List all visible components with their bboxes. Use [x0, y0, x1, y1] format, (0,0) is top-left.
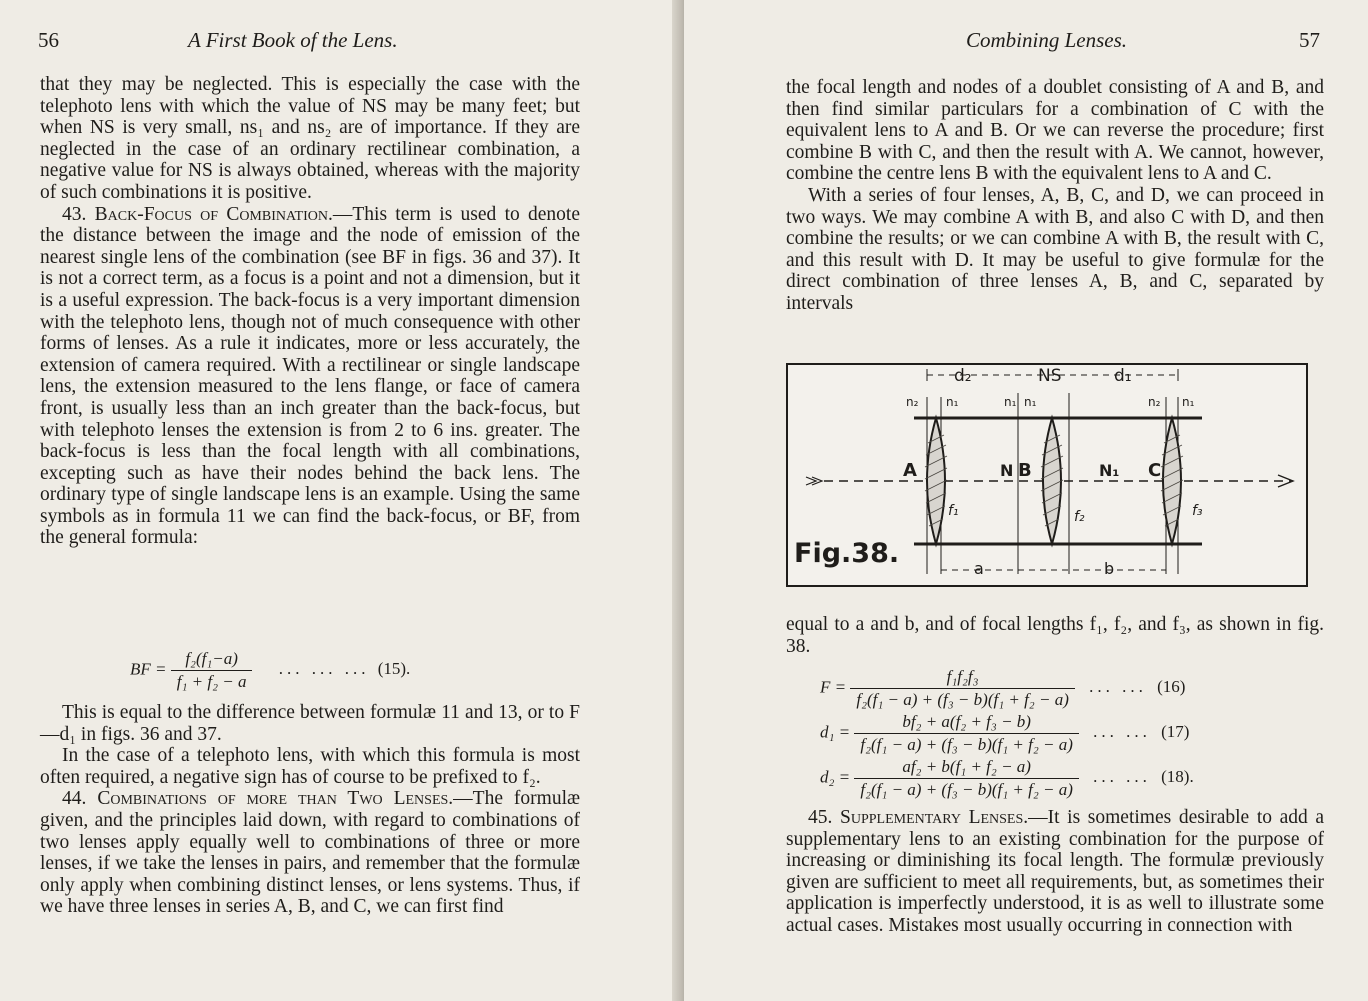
- label-lens-b: B: [1018, 460, 1032, 481]
- right-paragraph-2: With a series of four lenses, A, B, C, and D, we can proceed in two ways. We may combine A with B, and also C with D, and then combine the results; or we can combine A with B, the result with C, and this result with D. It may be useful to give formulæ for the direct combination of three lenses A, B, and C, separated by intervals: [786, 184, 1324, 314]
- formula-17-lhs: d₁ =: [820, 722, 851, 742]
- label-lens-c: C: [1148, 460, 1162, 481]
- section-43-text: —This term is used to denote the distance between the image and the node of emission of the nearest single lens of the combination (see BF in figs. 36 and 37). It is not a correct term, as a focus is a point and not a dimension, but it is a useful expression. The back-focus is a very important dimension with the telephoto lens, though not of much consequence with other forms of lenses. As a rule it indicates, more or less accurately, the extension of camera required. With a rectilinear or single landscape lens, the extension measured to the lens flange, or face of camera front, is usually less than an inch greater than the back-focus, but with telephoto lenses the extension is from 2 to 6 ins. greater. The back-focus is less than the focal length with all combinations, excepting such as have their nodes behind the back lens. The ordinary type of single landscape lens is an example. Using the same symbols as in formula 11 we can find the back-focus, or BF, from the general formula:: [40, 203, 580, 549]
- formula-16-numerator: f₁f₂f₃: [850, 667, 1075, 689]
- formula-16-denominator: f₂(f₁ − a) + (f₃ − b)(f₁ + f₂ − a): [856, 690, 1069, 709]
- right-paragraph-3: equal to a and b, and of focal lengths f₁, f₂, and f₃, as shown in fig. 38.: [786, 614, 1324, 657]
- figure-38: [786, 363, 1310, 589]
- continued-paragraph: that they may be neglected. This is especially the case with the telephoto lens with which the value of NS may be many feet; but when NS is very small, ns₁ and ns₂ are of importance. If they are neglected in the case of an ordinary rectilinear combination, a negative value for NS is always obtained, whereas with the majority of such combinations it is positive.: [40, 74, 580, 203]
- formula-17-fraction: [854, 712, 1079, 755]
- left-page: [0, 0, 680, 1001]
- formula-16-number: (16): [1157, 677, 1186, 697]
- section-44-text: —The formulæ given, and the principles laid down, with regard to combinations of two lenses apply equally well to combinations of three or more lenses, if we take the lenses in pairs, and remember that the formulæ only apply when combining distinct lenses, or lens systems. Thus, if we have three lenses in series A, B, and C, we can first find: [40, 788, 581, 918]
- label-ns: NS: [1038, 366, 1062, 386]
- formula-18-dots: ... ...: [1093, 767, 1151, 787]
- label-d2: d₂: [954, 366, 972, 386]
- label-f2: f₂: [1074, 509, 1085, 525]
- label-a: a: [974, 559, 984, 578]
- left-page-number: 56: [38, 28, 59, 52]
- formula-18-fraction: [854, 757, 1079, 800]
- label-lens-a: A: [903, 460, 917, 481]
- left-running-title: A First Book of the Lens.: [188, 28, 398, 52]
- formula-18-denominator: f₂(f₁ − a) + (f₃ − b)(f₁ + f₂ − a): [860, 780, 1073, 799]
- right-running-title: Combining Lenses.: [966, 28, 1128, 52]
- formula-17-dots: ... ...: [1093, 722, 1151, 742]
- label-f1: f₁: [948, 503, 959, 519]
- label-node-n: N: [1000, 461, 1014, 480]
- section-43: [40, 204, 580, 550]
- left-text-lower: [40, 702, 580, 918]
- label-b: b: [1104, 559, 1115, 578]
- formula-16-lhs: F =: [820, 677, 847, 697]
- figure-caption: Fig.38.: [794, 538, 900, 569]
- section-45-number: 45.: [808, 807, 833, 828]
- formula-15-numerator: f₂(f₁−a): [171, 649, 253, 671]
- right-text-lower: [786, 807, 1324, 937]
- formula-15-dots: ... ... ...: [278, 659, 370, 679]
- right-text-middle: [786, 614, 1324, 657]
- section-43-number: 43.: [62, 203, 87, 225]
- section-45-text: —It is sometimes desirable to add a supplementary lens to an existing combination for the purpose of increasing or diminishing its focal length. The formulæ previously given are sufficient to meet all requirements, but, as sometimes their application is imperfectly understood, it is as well to illustrate some actual cases. Mistakes most usually occurring in connection with: [786, 807, 1325, 936]
- section-45-heading: Supplementary Lenses.: [840, 807, 1029, 828]
- formula-18-numerator: af₂ + b(f₁ + f₂ − a): [854, 757, 1079, 779]
- formula-17: [820, 712, 1300, 755]
- after-formula-15-b: In the case of a telephoto lens, with which this formula is most often required, a negative sign has of course to be prefixed to f₂.: [40, 745, 580, 788]
- section-44-heading: Combinations of more than Two Lenses.: [97, 788, 454, 810]
- formula-17-number: (17): [1161, 722, 1190, 742]
- label-n2-a: n₂: [906, 395, 919, 409]
- after-formula-15-a: This is equal to the difference between formulæ 11 and 13, or to F—d₁ in figs. 36 and 37.: [40, 702, 580, 745]
- formula-16-dots: ... ...: [1089, 677, 1147, 697]
- right-text-upper: [786, 77, 1324, 315]
- formula-18-number: (18).: [1161, 767, 1194, 787]
- formula-18: [820, 757, 1300, 800]
- formula-15-fraction: [171, 649, 253, 692]
- label-f3: f₃: [1192, 503, 1203, 519]
- section-43-heading: Back-Focus of Combination.: [94, 203, 333, 225]
- label-n1-b2: n₁: [1024, 395, 1037, 409]
- formula-15-lhs: BF =: [130, 659, 167, 679]
- section-45: [786, 807, 1324, 937]
- right-page-number: 57: [1299, 28, 1320, 52]
- formula-18-lhs: d₂ =: [820, 767, 851, 787]
- label-n1-a: n₁: [946, 395, 959, 409]
- label-n1-b1: n₁: [1004, 395, 1017, 409]
- left-text-upper: [40, 74, 580, 549]
- right-paragraph-1: the focal length and nodes of a doublet consisting of A and B, and then find similar particulars for a combination of C with the equivalent lens to A and B. Or we can reverse the procedure; first combine B with C, and then the result with A. We cannot, however, combine the centre lens B with the equivalent lens to A and C.: [786, 77, 1324, 185]
- formula-17-numerator: bf₂ + a(f₂ + f₃ − b): [854, 712, 1079, 734]
- label-n2-c: n₂: [1148, 395, 1161, 409]
- formula-16-fraction: [850, 667, 1075, 710]
- figure-38-diagram: [786, 363, 1310, 589]
- label-n1-c: n₁: [1182, 395, 1195, 409]
- formula-17-denominator: f₂(f₁ − a) + (f₃ − b)(f₁ + f₂ − a): [860, 735, 1073, 754]
- label-node-n1: N₁: [1099, 461, 1120, 480]
- formula-15-number: (15).: [377, 659, 411, 679]
- section-44-number: 44.: [62, 788, 87, 810]
- formula-15: [130, 649, 590, 692]
- formula-15-denominator: f₁ + f₂ − a: [176, 672, 247, 691]
- section-44: [40, 788, 580, 918]
- label-d1: d₁: [1114, 366, 1132, 386]
- formula-16: [820, 667, 1300, 710]
